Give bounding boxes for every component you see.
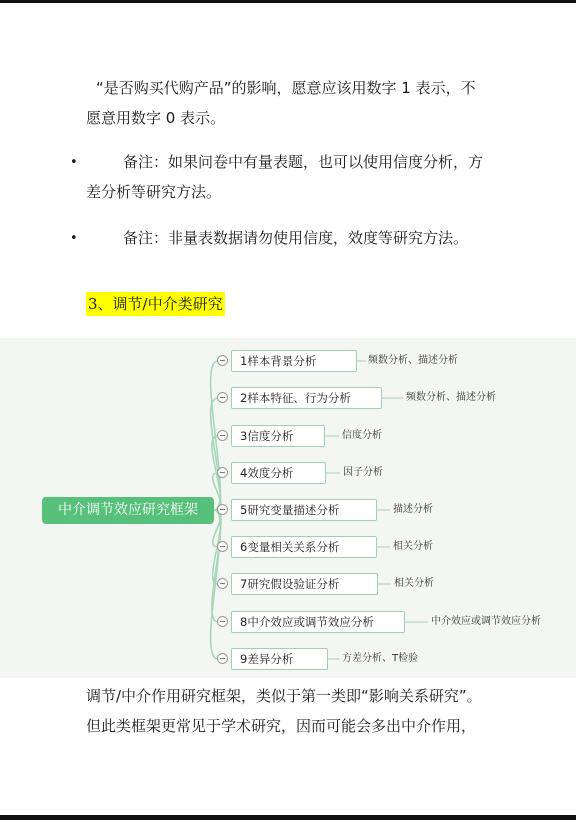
note-1-bullet: •	[70, 155, 78, 170]
branch-6-correlation: 6变量相关关系分析	[231, 536, 377, 558]
branch-2-sample-traits: 2样本特征、行为分析	[231, 387, 382, 409]
section-heading: 3、调节/中介类研究	[86, 292, 225, 316]
leaf-5: 描述分析	[393, 504, 433, 515]
leaf-4: 因子分析	[343, 467, 383, 478]
branch-3-reliability: 3信度分析	[231, 425, 325, 447]
bottom-border	[0, 815, 576, 820]
paragraph-top-line1: “是否购买代购产品”的影响，愿意应该用数字 1 表示，不	[96, 79, 476, 97]
branch-9-difference: 9差异分析	[231, 648, 328, 670]
leaf-8: 中介效应或调节效应分析	[431, 616, 541, 627]
collapse-icon[interactable]	[217, 504, 228, 515]
note-1-line1: 备注：如果问卷中有量表题，也可以使用信度分析，方	[123, 153, 484, 171]
branch-4-validity: 4效度分析	[231, 462, 326, 484]
collapse-icon[interactable]	[217, 616, 228, 627]
leaf-6: 相关分析	[393, 541, 433, 552]
collapse-icon[interactable]	[217, 467, 228, 478]
branch-5-variable-description: 5研究变量描述分析	[231, 499, 377, 521]
paragraph-bottom-line2: 但此类框架更常见于学术研究，因而可能会多出中介作用，	[86, 717, 477, 735]
leaf-1: 频数分析、描述分析	[368, 355, 458, 366]
collapse-icon[interactable]	[217, 355, 228, 366]
collapse-icon[interactable]	[217, 392, 228, 403]
leaf-9: 方差分析、T检验	[342, 653, 419, 664]
collapse-icon[interactable]	[217, 653, 228, 664]
leaf-2: 频数分析、描述分析	[406, 392, 496, 403]
leaf-7: 相关分析	[394, 578, 434, 589]
paragraph-top-line2: 愿意用数字 0 表示。	[86, 109, 226, 127]
collapse-icon[interactable]	[217, 430, 228, 441]
branch-7-hypothesis: 7研究假设验证分析	[231, 573, 378, 595]
note-1-line2: 差分析等研究方法。	[86, 183, 222, 201]
branch-8-mediation-moderation: 8中介效应或调节效应分析	[231, 611, 405, 633]
note-2-bullet: •	[70, 231, 78, 246]
paragraph-bottom-line1: 调节/中介作用研究框架，类似于第一类即“影响关系研究”。	[86, 687, 482, 705]
leaf-3: 信度分析	[342, 430, 382, 441]
collapse-icon[interactable]	[217, 541, 228, 552]
note-2-line1: 备注：非量表数据请勿使用信度，效度等研究方法。	[123, 229, 469, 247]
top-border	[0, 0, 576, 3]
collapse-icon[interactable]	[217, 578, 228, 589]
mindmap	[0, 338, 576, 678]
mindmap-root: 中介调节效应研究框架	[42, 497, 214, 524]
branch-1-sample-background: 1样本背景分析	[231, 350, 357, 372]
